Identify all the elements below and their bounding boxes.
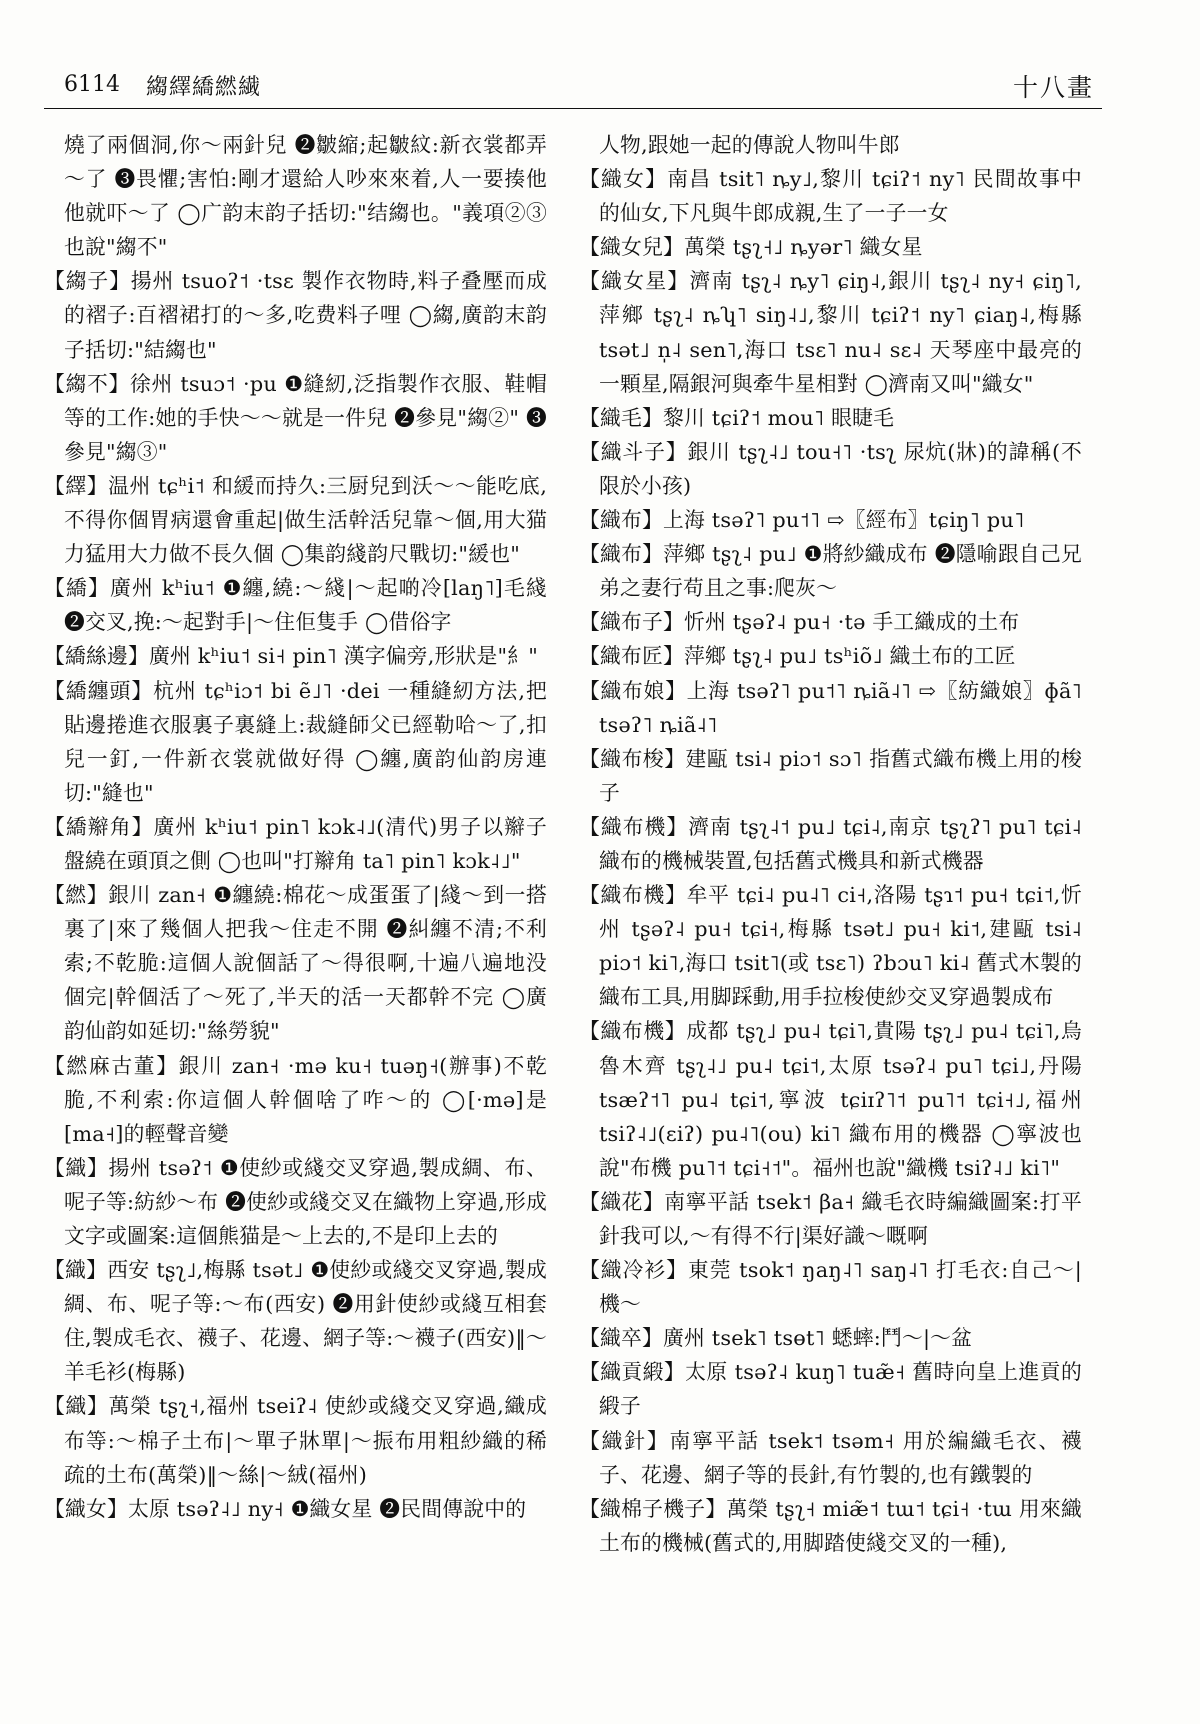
dictionary-entry: 【繑】廣州 kʰiu˦ ❶纏,繞:～綫|～起啲冷[laŋ˥]毛綫 ❷交叉,挽:～起對手|～住佢隻手 ◯借俗字 (44, 576, 547, 635)
dictionary-entry: 【織女】太原 tsəʔ˨˩ ny˧ ❶織女星 ❷民間傳說中的 (44, 1496, 527, 1521)
dictionary-entry: 【織女星】濟南 tʂʅ˨ ȵy˥ ɕiŋ˨,銀川 tʂʅ˨ ny˧ ɕiŋ˥,萍鄉 tʂʅ˨ ȵʮ˥ siŋ˨˩,黎川 tɕiʔ˦ ny˥ ɕiaŋ˨,梅縣 tsət˩ n̩˨ sen˥,海口 tsɛ˥ nu˨ sɛ˨ 天琴座中最亮的一顆星,隔銀河與牽牛星相對 ◯濟南又叫"織女" (579, 269, 1082, 396)
dictionary-entry: 【織布機】成都 tʂʅ˩ pu˨ tɕi˥,貴陽 tʂʅ˩ pu˨ tɕi˥,烏魯木齊 tʂʅ˨˩ pu˨ tɕi˦,太原 tsəʔ˨ pu˥ tɕi˩,丹陽 tsæʔ˦˥ pu˨ tɕi˦,寧波 tɕiɪʔ˥˦ pu˥˦ tɕi˧˩,福州 tsiʔ˨˩(ɛiʔ) pu˨˥(ou) ki˥ 織布用的機器 ◯寧波也說"布機 pu˥˦ tɕi˧˦"。福州也說"織機 tsiʔ˨˩ ki˥" (579, 1019, 1082, 1180)
page-number: 6114 (64, 72, 120, 97)
dictionary-entry: 【織布機】牟平 tɕi˨ pu˨˥ ci˧,洛陽 tʂɿ˦ pu˧ tɕi˦,忻州 tʂəʔ˨ pu˧ tɕi˧,梅縣 tsət˩ pu˧ ki˦,建甌 tsi˨ piɔ˦ ki˥,海口 tsit˥(或 tsɛ˥) ʔbɔu˥ ki˨ 舊式木製的織布工具,用脚踩動,用手拉梭使紗交叉穿過製成布 (579, 883, 1082, 1010)
dictionary-entry: 【織布匠】萍鄉 tʂʅ˨ pu˩ tsʰiõ˩ 織土布的工匠 (579, 644, 1016, 669)
dictionary-entry: 【織布梭】建甌 tsi˨ piɔ˦ sɔ˥ 指舊式織布機上用的梭子 (579, 746, 1082, 805)
header-characters: 縐繹繑繎繊 (146, 75, 262, 100)
dictionary-entry: 【織布】上海 tsəʔ˥ pu˦˥ ⇨〖經布〗tɕiŋ˥ pu˥ (579, 508, 1025, 533)
dictionary-entry: 【織女兒】萬榮 tʂʅ˧˩ ȵyər˥ 織女星 (579, 235, 923, 260)
dictionary-entry: 【織針】南寧平話 tsek˦ tsəm˧ 用於編織毛衣、襪子、花邊、網子等的長針,有竹製的,也有鐵製的 (579, 1428, 1082, 1487)
dictionary-entry: 【繎】銀川 zan˧ ❶纏繞:棉花～成蛋蛋了|綫～到一搭裏了|來了幾個人把我～住走不開 ❷糾纏不清;不利索;不乾脆:這個人說個話了～得很啊,十遍八遍地没個完|幹個活了～死了,半天的活一天都幹不完 ◯廣韵仙韵如延切:"絲勞貌" (44, 883, 547, 1044)
dictionary-entry: 【織毛】黎川 tɕiʔ˦ mou˥ 眼睫毛 (579, 405, 895, 430)
dictionary-entry: 【繹】温州 tɕʰi˦ 和緩而持久:三厨兒到沃～～能吃底,不得你個胃病還會重起|做生活幹活兒靠～個,用大猫力猛用大力做不長久個 ◯集韵綫韵尺戰切:"緩也" (44, 473, 547, 567)
dictionary-entry: 【織花】南寧平話 tsek˦ βa˧ 織毛衣時編織圖案:打平針我可以,～有得不行|渠好識～嘅啊 (579, 1189, 1082, 1248)
left-column (44, 128, 547, 1698)
dictionary-entry: 【織卒】廣州 tsek˥ tsɵt˥ 蟋蟀:鬥～|～盆 (579, 1326, 973, 1351)
dictionary-entry: 【織女】南昌 tsit˥ ȵy˩,黎川 tɕiʔ˦ ny˥ 民間故事中的仙女,下凡與牛郎成親,生了一子一女 (579, 167, 1082, 226)
dictionary-entry: 【繑絲邊】廣州 kʰiu˦ si˧ pin˥ 漢字偏旁,形狀是"糹" (44, 644, 539, 669)
dictionary-entry: 【織布機】濟南 tʂʅ˨˦ pu˩ tɕi˨,南京 tʂʅʔ˥ pu˥ tɕi˨ 織布的機械裝置,包括舊式機具和新式機器 (579, 814, 1082, 873)
dictionary-entry: 【織布】萍鄉 tʂʅ˨ pu˩ ❶將紗織成布 ❷隱喻跟自己兄弟之妻行苟且之事:爬灰～ (579, 542, 1082, 601)
dictionary-entry: 【縐子】揚州 tsuoʔ˦ ·tsɛ 製作衣物時,料子叠壓而成的褶子:百褶裙打的～多,吃费料子哩 ◯縐,廣韵末韵子括切:"結縐也" (44, 269, 547, 362)
dictionary-entry: 【縐不】徐州 tsuɔ˦ ·pu ❶縫紉,泛指製作衣服、鞋帽等的工作:她的手快～～就是一件兒 ❷參見"縐②" ❸參見"縐③" (44, 371, 547, 464)
dictionary-entry: 【繎麻古董】銀川 zan˧ ·mə ku˧ tuəŋ˧(辦事)不乾脆,不利索:你這個人幹個啥了咋～的 ◯[·mə]是[ma˧]的輕聲音變 (44, 1053, 547, 1146)
dictionary-entry: 【織棉子機子】萬榮 tʂʅ˧ miæ̃˦ tɯ˦ tɕi˧ ·tɯ 用來織土布的機械(舊式的,用脚踏使綫交叉的一種), (579, 1496, 1082, 1555)
right-column (579, 128, 1082, 1698)
dictionary-entry: 【繑辮角】廣州 kʰiu˦ pin˥ kɔk˨˩(清代)男子以辮子盤繞在頭頂之側 ◯也叫"打辮角 ta˥ pin˥ kɔk˨˩" (44, 814, 547, 873)
dictionary-entry: 【織】揚州 tsəʔ˦ ❶使紗或綫交叉穿過,製成綢、布、呢子等:紡紗～布 ❷使紗或綫交叉在織物上穿過,形成文字或圖案:這個熊猫是～上去的,不是印上去的 (44, 1155, 547, 1248)
dictionary-entry: 【織貢緞】太原 tsəʔ˨ kuŋ˥ tuæ̃˧ 舊時向皇上進貢的緞子 (579, 1360, 1082, 1419)
dictionary-entry: 【繑纏頭】杭州 tɕʰiɔ˦ bi ẽ˩˥ ·dei 一種縫紉方法,把貼邊捲進衣服裏子裏縫上:裁縫師父已經勒哈～了,扣兒一釘,一件新衣裳就做好得 ◯纏,廣韵仙韵房連切:"縫也" (44, 678, 547, 805)
dictionary-entry: 【織】萬榮 tʂʅ˧,福州 tseiʔ˨ 使紗或綫交叉穿過,織成布等:～棉子土布|～單子牀單|～振布用粗紗織的稀疏的土布(萬榮)‖～絲|～絨(福州) (44, 1394, 547, 1487)
dictionary-entry: 【織布子】忻州 tʂəʔ˨ pu˧ ·tə 手工織成的土布 (579, 610, 1020, 635)
dictionary-entry: 【織斗子】銀川 tʂʅ˨˩ tou˧˥ ·tsʅ 尿炕(牀)的諱稱(不限於小孩) (579, 439, 1082, 498)
dictionary-entry: 【織冷衫】東莞 tsok˦ ŋaŋ˨˥ saŋ˨˥ 打毛衣:自己～|機～ (579, 1258, 1082, 1317)
continued-entry: 燒了兩個洞,你～兩針兒 ❷皺縮;起皺紋:新衣裳都弄～了 ❸畏懼;害怕:剛才還給人吵來來着,人一要揍他他就吓～了 ◯广韵末韵子括切:"结縐也。"義項②③也說"縐不" (64, 133, 547, 260)
continued-entry: 人物,跟她一起的傳說人物叫牛郎 (599, 133, 900, 157)
stroke-count: 十八畫 (1012, 73, 1094, 102)
dictionary-entry: 【織】西安 tʂʅ˩,梅縣 tsət˩ ❶使紗或綫交叉穿過,製成綢、布、呢子等:～布(西安) ❷用針使紗或綫互相套住,製成毛衣、襪子、花邊、網子等:～襪子(西安)‖～羊毛衫(梅縣) (44, 1258, 547, 1385)
dictionary-entry: 【織布娘】上海 tsəʔ˥ pu˦˥ ȵiã˨˥ ⇨〖紡織娘〗ɸã˥ tsəʔ˥ ȵiã˨˥ (579, 678, 1082, 737)
page-header (44, 68, 1102, 109)
